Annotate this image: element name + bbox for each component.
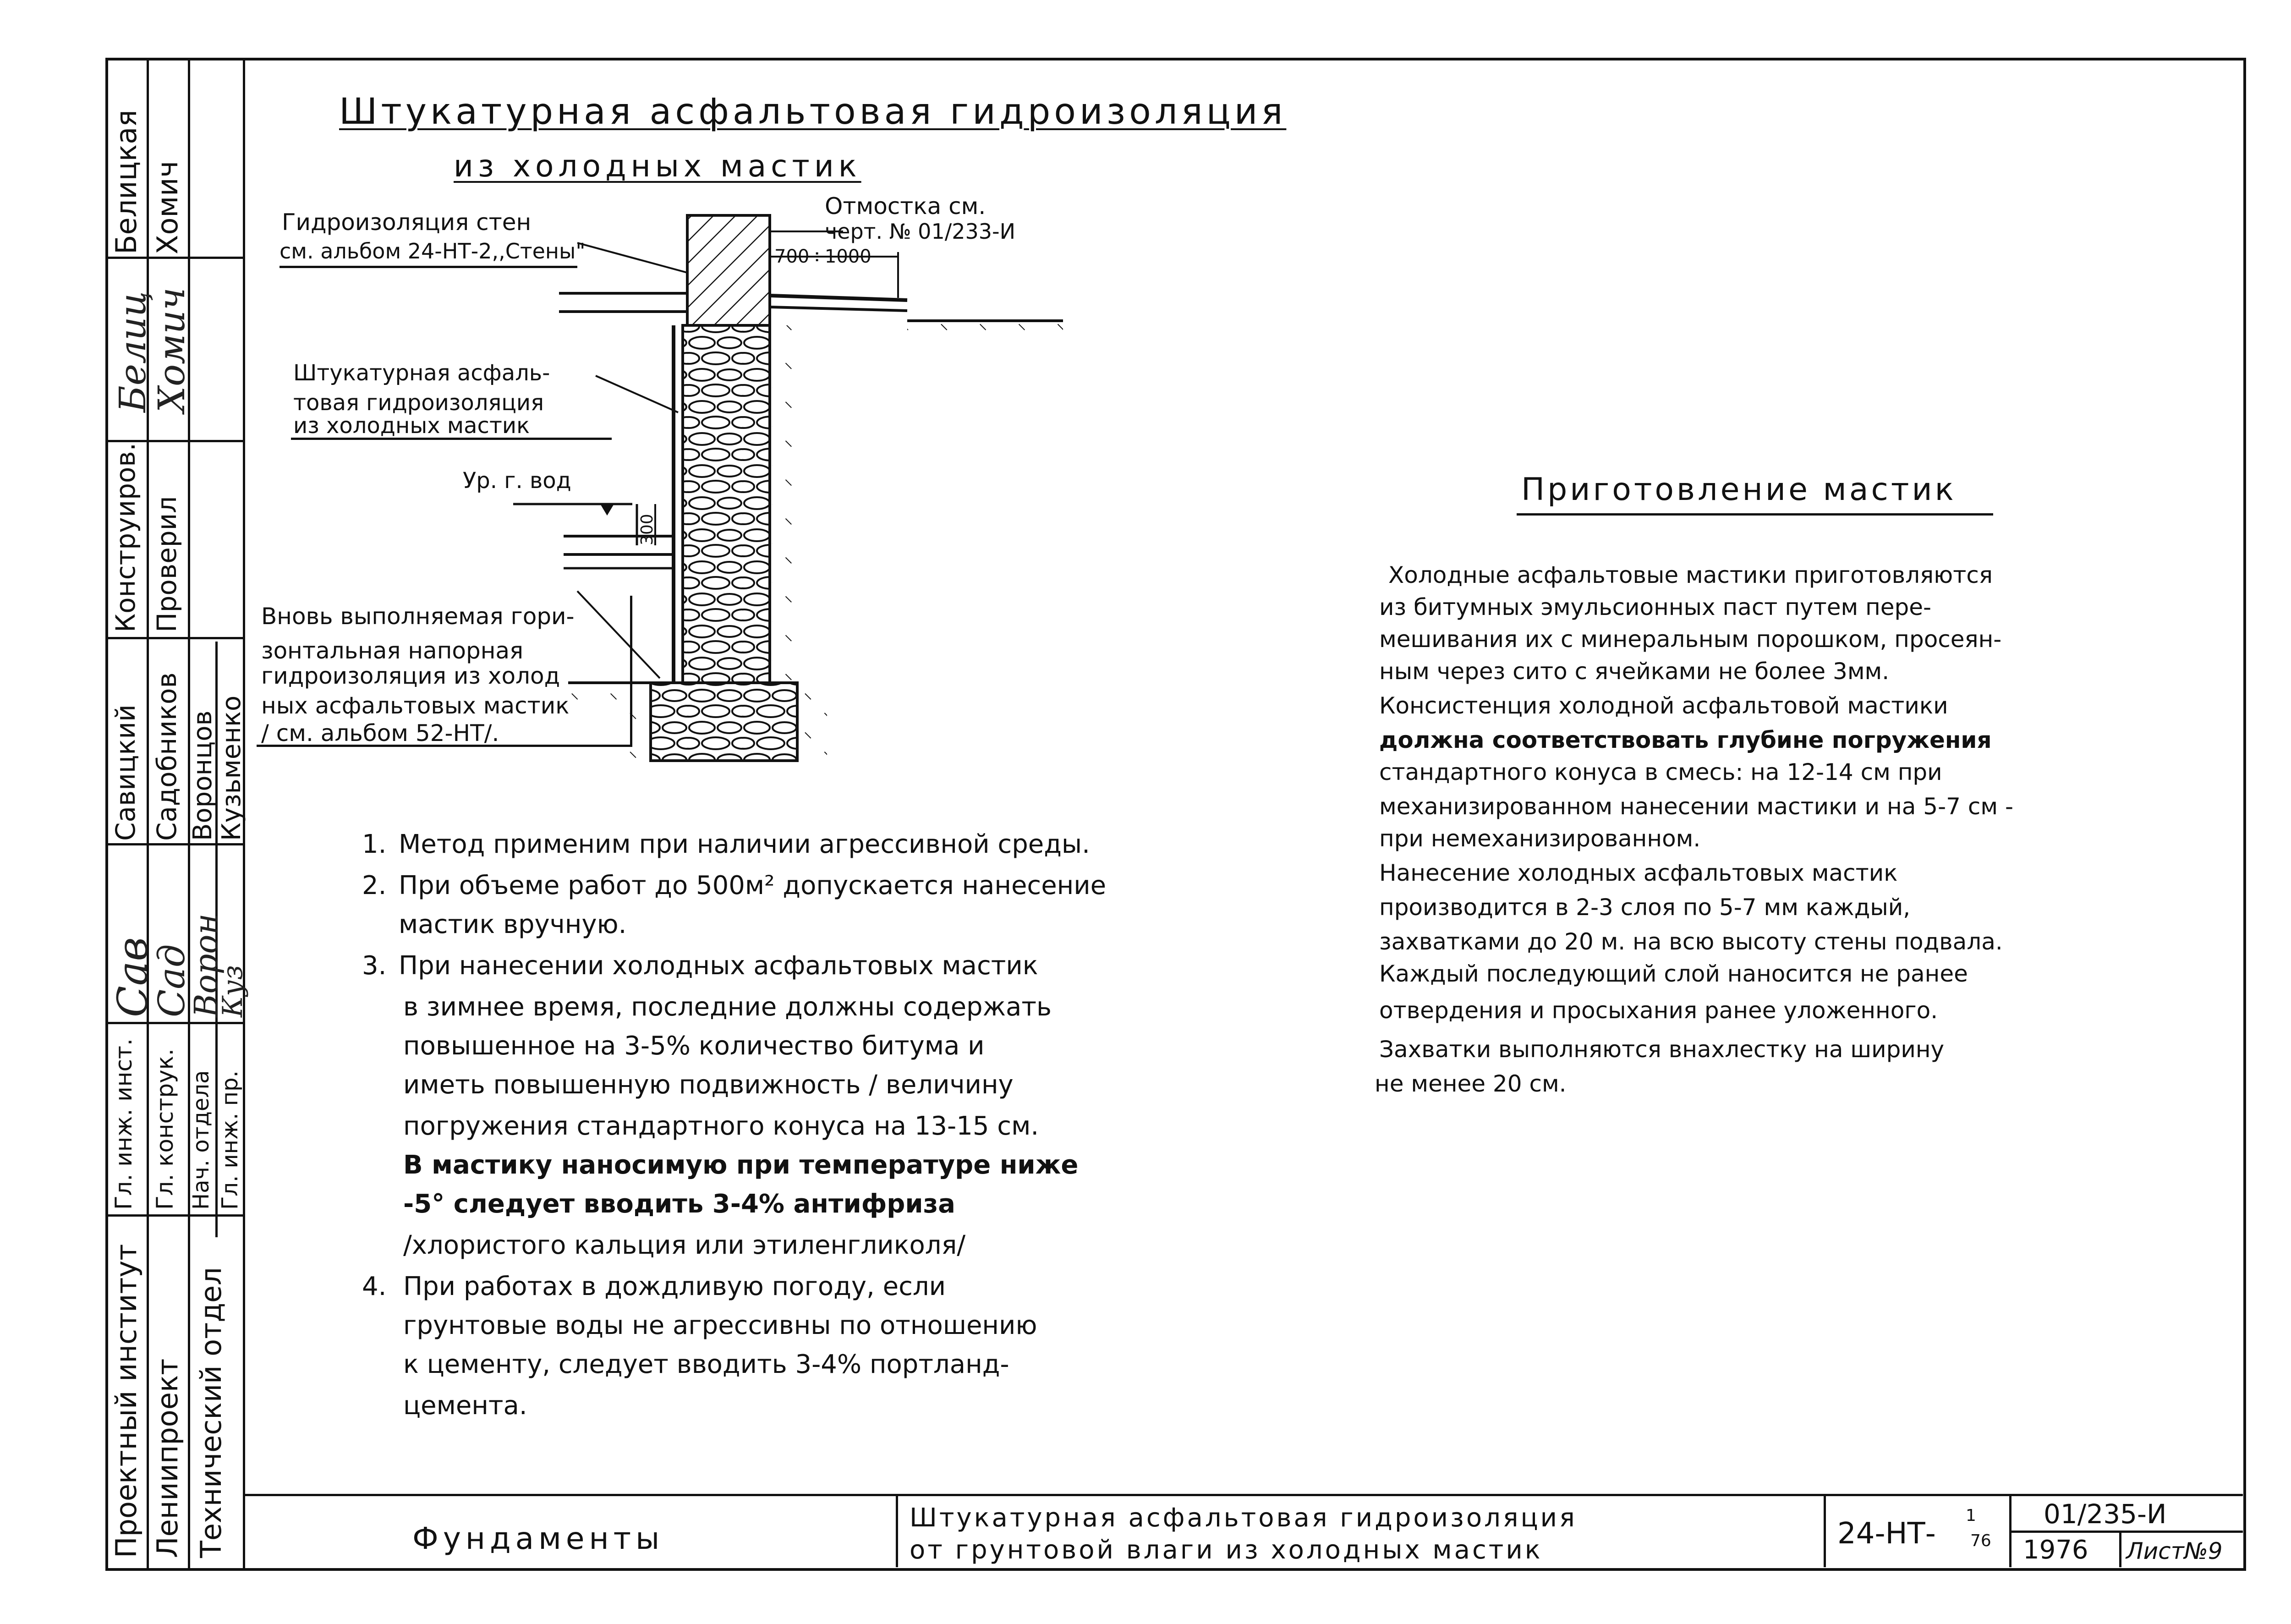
dim-300: 300: [638, 514, 657, 545]
label-plaster-line2: товая гидроизоляция: [293, 390, 544, 416]
sheet-title-line2: от грунтовой влаги из холодных мастик: [910, 1535, 1543, 1565]
footing: [651, 683, 797, 761]
preparation-heading: Приготовление мастик: [1521, 472, 1957, 508]
stamp-divider: [147, 58, 149, 1568]
stamp-divider: [105, 843, 245, 845]
note-number: 2.: [362, 871, 387, 900]
note-number: 1.: [362, 829, 387, 859]
label-otmostka-line2: черт. № 01/233-И: [825, 219, 1016, 244]
stamp-divider: [105, 440, 245, 442]
note-number: 4.: [362, 1272, 387, 1301]
year: 1976: [2023, 1535, 2088, 1565]
prep-line: Захватки выполняются внахлестку на ширину: [1379, 1036, 1945, 1063]
signature-kuzmenko: Куз: [217, 965, 249, 1017]
series-main: 24-НТ-: [1837, 1517, 1936, 1551]
note-line: повышенное на 3-5% количество битума и: [403, 1031, 985, 1061]
note-line: к цементу, следует вводить 3-4% портланд-: [403, 1350, 1009, 1379]
prep-line: стандартного конуса в смесь: на 12-14 см при: [1379, 759, 1942, 785]
note-line: в зимнее время, последние должны содержать: [403, 992, 1052, 1022]
stamp-role-checked: Проверил: [151, 496, 182, 632]
note-number: 3.: [362, 951, 387, 981]
prep-line: механизированном нанесении мастики и на 5-7 см -: [1379, 793, 2013, 820]
prep-line: не менее 20 см.: [1375, 1070, 1567, 1097]
note-line: цемента.: [403, 1391, 527, 1421]
stamp-role-chief-engineer-inst: Гл. инж. инст.: [110, 1038, 137, 1210]
prep-line: из битумных эмульсионных паст путем пере-: [1379, 594, 1932, 620]
label-plaster-line1: Штукатурная асфаль-: [293, 360, 550, 386]
series-fraction-bottom: 76: [1970, 1531, 1991, 1550]
title-block-top: [243, 1494, 2243, 1496]
leader-new: [577, 591, 660, 678]
page-subtitle: из холодных мастик: [454, 148, 861, 184]
signature-sadobnikov: Сад: [150, 944, 193, 1017]
prep-line: Консистенция холодной асфальтовой мастики: [1379, 692, 1948, 719]
page-title: Штукатурная асфальтовая гидроизоляция: [339, 91, 1287, 132]
stamp-name-khomich: Хомич: [151, 160, 184, 254]
water-level-marker: [600, 504, 614, 516]
prep-line: должна соответствовать глубине погружения: [1379, 727, 1992, 753]
sheet-title-line1: Штукатурная асфальтовая гидроизоляция: [910, 1503, 1577, 1533]
leader-walls: [577, 243, 687, 273]
stamp-org-line2: Лениипроект: [151, 1358, 184, 1558]
stamp-role-designer: Конструиров.: [110, 442, 141, 632]
note-line: погружения стандартного конуса на 13-15 см.: [403, 1111, 1039, 1141]
stamp-name-sadobnikov: Садобников: [151, 672, 182, 841]
note-line: грунтовые воды не агрессивны по отношению: [403, 1311, 1037, 1340]
drawing-number: 01/235-И: [2044, 1498, 2167, 1530]
note-line: При объеме работ до 500м² допускается нанесение: [399, 871, 1107, 900]
prep-line: захватками до 20 м. на всю высоту стены подвала.: [1379, 928, 2003, 955]
note-line: При нанесении холодных асфальтовых мастик: [399, 951, 1038, 981]
label-new-line1: Вновь выполняемая гори-: [261, 603, 575, 630]
dim-otmostka: 700÷1000: [774, 246, 871, 267]
note-line: Метод применим при наличии агрессивной среды.: [399, 829, 1090, 859]
note-line: /хлористого кальция или этиленгликоля/: [403, 1230, 966, 1260]
note-line: -5° следует вводить 3-4% антифриза: [403, 1189, 955, 1219]
heading-underline: [1517, 513, 1993, 516]
note-line: мастик вручную.: [399, 910, 627, 939]
series-fraction-top: 1: [1966, 1506, 1976, 1525]
stamp-org-line1: Проектный институт: [110, 1244, 143, 1558]
label-new-line4: ных асфальтовых мастик: [261, 692, 570, 719]
label-underline: [257, 745, 632, 747]
stamp-role-chief-engineer-proj: Гл. инж. пр.: [217, 1070, 243, 1210]
stamp-divider: [105, 257, 245, 259]
stamp-divider: [105, 1214, 245, 1217]
note-line: При работах в дождливую погоду, если: [403, 1272, 946, 1301]
title-block-divider: [896, 1494, 898, 1567]
prep-line: Каждый последующий слой наносится не ранее: [1379, 960, 1968, 987]
label-new-line2: зонтальная напорная: [261, 637, 524, 664]
note-line: иметь повышенную подвижность / величину: [403, 1070, 1014, 1100]
prep-line: мешивания их с минеральным порошком, просеян-: [1379, 626, 2002, 653]
wall-upper: [687, 215, 770, 325]
stamp-role-dept-head: Нач. отдела: [188, 1070, 214, 1210]
stamp-border: [105, 58, 108, 1568]
stamp-name-savitsky: Савицкий: [110, 704, 141, 841]
stamp-role-chief-constructor: Гл. конструк.: [152, 1048, 178, 1210]
label-new-line3: гидроизоляция из холод: [261, 663, 560, 689]
prep-line: при немеханизированном.: [1379, 825, 1701, 852]
title-block-divider: [2119, 1531, 2121, 1567]
prep-line: отвердения и просыхания ранее уложенного.: [1379, 997, 1938, 1024]
foundation-rubble-wall: [683, 325, 770, 683]
label-underline: [291, 438, 612, 440]
title-block-divider: [1824, 1494, 1826, 1567]
signature-belitskaya: Белиц: [111, 291, 154, 412]
signature-khomich: Хомич: [150, 287, 193, 412]
label-walls-line1: Гидроизоляция стен: [282, 209, 532, 236]
label-underline: [280, 266, 577, 268]
section-name: Фундаменты: [412, 1521, 664, 1556]
sheet-number: Лист№9: [2126, 1538, 2223, 1564]
stamp-name-vorontsov: Воронцов: [188, 710, 218, 841]
label-new-line5: / см. альбом 52-НТ/.: [261, 720, 499, 746]
signature-savitsky: Сав: [109, 937, 157, 1017]
prep-line: Холодные асфальтовые мастики приготовляются: [1388, 562, 1993, 588]
signature-vorontsov: Ворон: [187, 913, 225, 1017]
label-plaster-line3: из холодных мастик: [293, 413, 530, 439]
label-water-level: Ур. г. вод: [463, 468, 571, 494]
label-otmostka-line1: Отмостка см.: [825, 193, 986, 219]
stamp-divider: [105, 637, 245, 639]
prep-line: Нанесение холодных асфальтовых мастик: [1379, 860, 1898, 886]
title-block-divider: [2009, 1531, 2243, 1533]
stamp-org-line3: Технический отдел: [194, 1267, 228, 1558]
label-box-edge: [630, 596, 632, 747]
note-line: В мастику наносимую при температуре ниже: [403, 1150, 1079, 1180]
prep-line: производится в 2-3 слоя по 5-7 мм каждый,: [1379, 894, 1911, 921]
stamp-divider: [105, 1022, 245, 1024]
stamp-name-kuzmenko: Кузьменко: [217, 695, 247, 841]
stamp-name-belitskaya: Белицкая: [110, 110, 143, 254]
label-walls-line2: см. альбом 24-НТ-2,,Стены": [280, 239, 586, 263]
leader-plaster: [596, 376, 678, 412]
prep-line: ным через сито с ячейками не более 3мм.: [1379, 658, 1890, 685]
